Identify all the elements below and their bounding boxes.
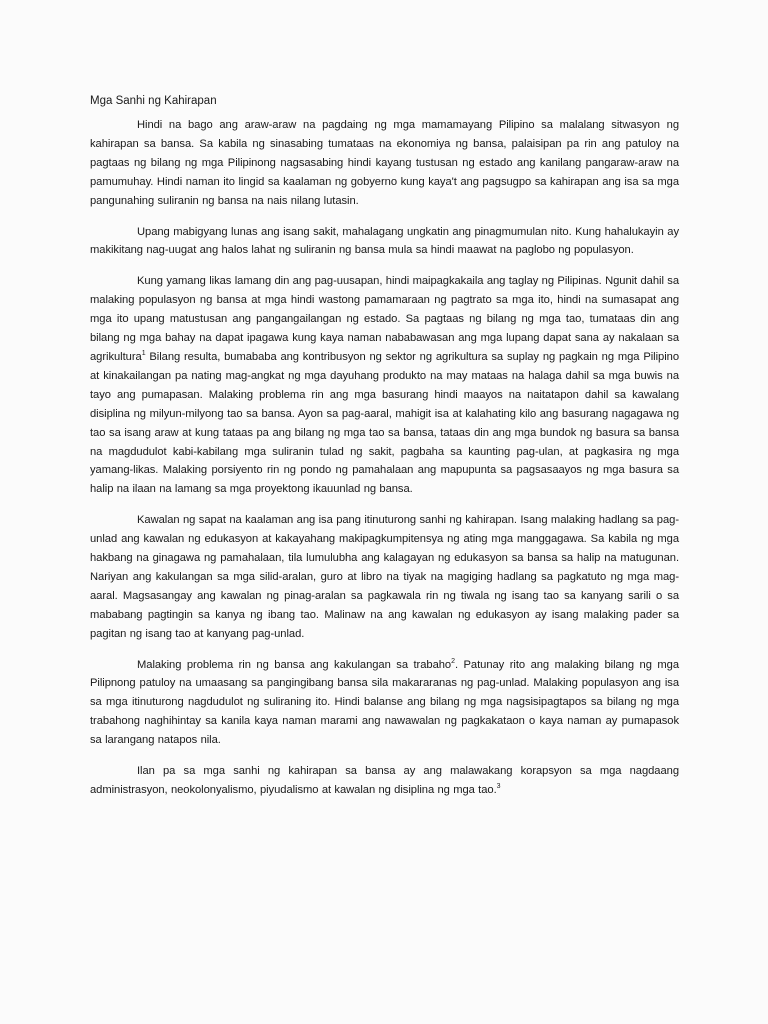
paragraph-text: Hindi na bago ang araw-araw na pagdaing ng mga mamamayang Pilipino sa malalang sitwasyon ng kahirapan sa bansa. Sa kabila ng sinasabing tumataas na ekonomiya ng bansa, palaisipan pa rin ang patuloy na pagtaas ng bilang ng mga Pilipinong nagsasabing hindi kayang tustusan ng estado ang kanilang pangaraw-araw na pamumuhay. Hindi naman ito lingid sa kaalaman ng gobyerno kung kaya't ang pagsugpo sa kahirapan ang isa sa mga pangunahing suliranin ng bansa na nais nilang lutasin.: [90, 119, 679, 207]
paragraph-text: Ilan pa sa mga sanhi ng kahirapan sa bansa ay ang malawakang korapsyon sa mga nagdaang administrasyon, neokolonyalismo, piyudalismo at kawalan ng disiplina ng mga tao.: [90, 765, 679, 796]
body-paragraph: [90, 511, 679, 643]
footnote-reference: 2: [451, 657, 455, 665]
paragraph-text: Malaking problema rin ng bansa ang kakulangan sa trabaho: [137, 658, 452, 671]
body-paragraph: [90, 223, 679, 261]
paragraph-text: Kung yamang likas lamang din ang pag-uusapan, hindi maipagkakaila ang taglay ng Pilipinas. Ngunit dahil sa malaking populasyon ng bansa at mga hindi wastong pamamaraan ng pagtrato sa mga ito, hindi na sumasapat ang mga ito upang matustusan ang pangangailangan ng estado. Sa pagtaas ng bilang ng mga tao, tumataas din ang bilang ng mga bahay na dapat ipagawa kung kaya naman nababawasan ang mga lupang dapat sana ay nakalaan sa agrikultura: [90, 275, 679, 363]
document-body: [90, 92, 679, 812]
paragraph-list: [90, 116, 679, 800]
body-paragraph: [90, 762, 679, 800]
body-paragraph: [90, 272, 679, 499]
body-paragraph: [90, 656, 679, 751]
paragraph-text: Kawalan ng sapat na kaalaman ang isa pang itinuturong sanhi ng kahirapan. Isang malaking hadlang sa pag-unlad ang kawalan ng edukasyon at kakayahang makipagkumpitensya ng ating mga manggagawa. Sa kabila ng mga hakbang na ginagawa ng pamahalaan, tila lumulubha ang kalagayan ng edukasyon sa bansa sa halip na matugunan. Nariyan ang kakulangan sa mga silid-aralan, guro at libro na tiyak na magiging hadlang sa pagkatuto ng mga mag-aaral. Magsasangay ang kawalan ng pinag-aralan sa pagkawala rin ng tiwala ng isang tao sa kanyang sarili o sa mababang pagtingin sa kanya ng ibang tao. Malinaw na ang kawalan ng edukasyon ay isang malaking pader sa pagitan ng isang tao at kanyang pag-unlad.: [90, 514, 679, 640]
paragraph-text: Upang mabigyang lunas ang isang sakit, mahalagang ungkatin ang pinagmumulan nito. Kung hahalukayin ay makikitang nag-uugat ang halos lahat ng suliranin ng bansa mula sa hindi maawat na paglobo ng populasyon.: [90, 225, 679, 257]
paragraph-text: Bilang resulta, bumababa ang kontribusyon ng sektor ng agrikultura sa suplay ng pagkain ng mga Pilipino at kinakailangan pa nating mag-angkat ng mga dayuhang produkto na may mataas na halaga dahil sa mga buwis na tayo ang pumapasan. Malaking problema rin ang mga basurang hindi maayos na naitatapon dahil sa kawalang disiplina ng milyun-milyong tao sa bansa. Ayon sa pag-aaral, mahigit isa at kalahating kilo ang basurang nagagawa ng tao sa isang araw at kung tataas pa ang bilang ng mga tao sa bansa, tataas din ang mga bundok ng basura sa bansa na magdudulot kabi-kabilang mga suliranin tulad ng sakit, pagbaha sa kaunting pag-ulan, at pagkasira ng mga yamang-likas. Malaking porsiyento rin ng pondo ng pamahalaan ang mapupunta sa pagsasaayos ng mga basura sa halip na ilaan na lamang sa mga proyektong ikauunlad ng bansa.: [90, 350, 679, 496]
body-paragraph: [90, 116, 679, 211]
footnote-reference: 1: [141, 349, 146, 357]
footnote-reference: 3: [496, 783, 501, 790]
document-title: Mga Sanhi ng Kahirapan: [90, 95, 217, 107]
paragraph-text: . Patunay rito ang malaking bilang ng mga Pilipnong patuloy na umaasang sa pangingibang bansa sila makararanas ng pag-unlad. Malaking populasyon ang isa sa mga itinuturong nagdudulot ng suliraning ito. Hindi balanse ang bilang ng mga nagsisipagtapos sa bilang ng mga trabahong naghihintay sa kanila kaya naman marami ang nawawalan ng pagkakataon o kaya naman ay pumapasok sa larangang natapos nila.: [90, 658, 680, 747]
